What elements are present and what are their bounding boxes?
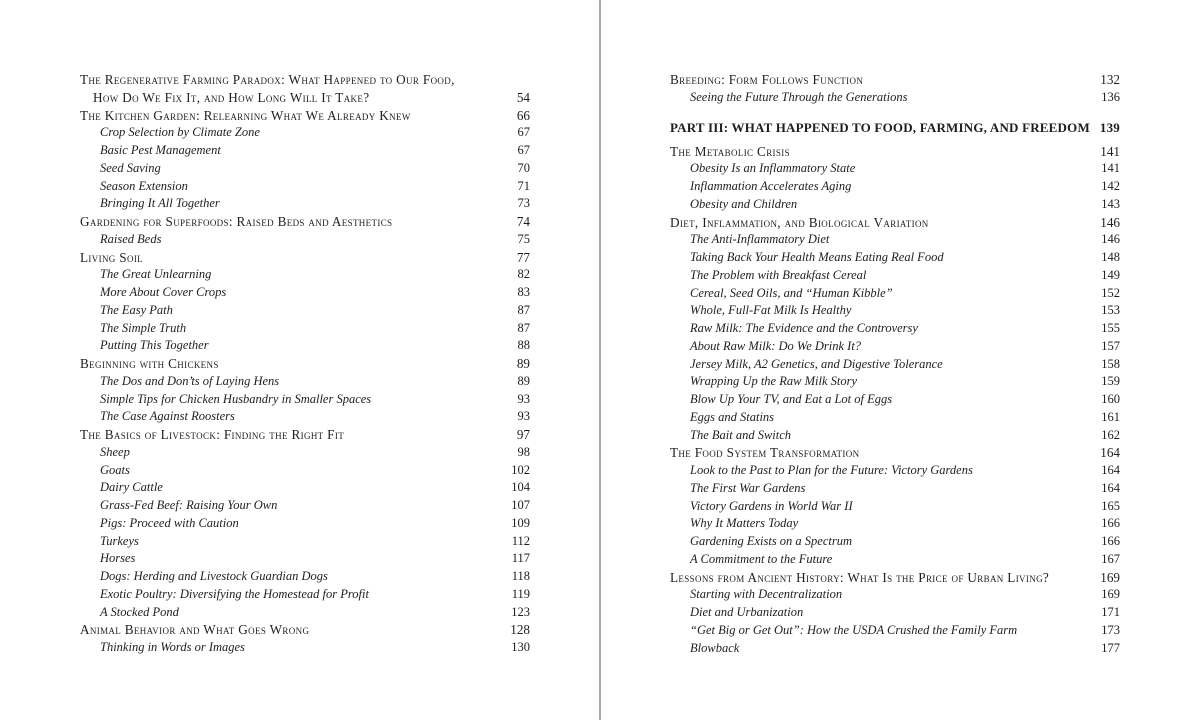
right-page: [601, 0, 1200, 720]
toc-entry-sub: [670, 249, 1120, 267]
toc-entry-sub: [670, 231, 1120, 249]
toc-entry-title: Breeding: Form Follows Function: [670, 72, 864, 87]
toc-entry-title: Obesity Is an Inflammatory State: [690, 161, 856, 176]
toc-entry-title: Diet, Inflammation, and Biological Variation: [670, 214, 929, 230]
toc-page-number: 160: [1101, 392, 1120, 406]
toc-page-number: 109: [511, 515, 530, 530]
toc-entry-title: Eggs and Statins: [690, 409, 775, 424]
toc-entry-title: Starting with Decentralization: [690, 587, 843, 602]
toc-page-number: 107: [511, 498, 530, 512]
toc-entry-sub: [670, 640, 1120, 658]
toc-entry-title: The First War Gardens: [690, 480, 806, 495]
toc-entry-sub: [80, 533, 530, 551]
toc-entry-title: Gardening for Superfoods: Raised Beds and Aesthetics: [80, 214, 393, 229]
toc-page-number: 155: [1101, 321, 1120, 335]
toc-page-number: 117: [511, 551, 530, 566]
toc-entry-title: Dogs: Herding and Livestock Guardian Dogs: [100, 569, 328, 583]
toc-list-right: [670, 71, 1120, 657]
toc-page-number: 82: [517, 267, 530, 282]
toc-entry-sub: [670, 462, 1120, 480]
toc-entry-chapter: [80, 71, 530, 89]
toc-entry-sub: [670, 320, 1120, 338]
toc-page-number: 164: [1101, 480, 1120, 495]
toc-page-number: 141: [1101, 161, 1120, 176]
toc-page-number: 166: [1101, 516, 1120, 531]
toc-entry-title: Diet and Urbanization: [690, 605, 804, 619]
toc-entry-title: “Get Big or Get Out”: How the USDA Crushed the Family Farm: [690, 622, 1018, 637]
toc-entry-sub: [80, 373, 530, 391]
toc-page-number: 102: [511, 462, 530, 477]
toc-page-number: 139: [1099, 119, 1120, 135]
toc-list-left: [80, 71, 530, 657]
toc-page-number: 54: [516, 89, 530, 105]
toc-entry-title: Gardening Exists on a Spectrum: [690, 534, 853, 548]
toc-entry-title: Why It Matters Today: [690, 516, 799, 531]
toc-entry-title: Turkeys: [100, 533, 139, 548]
left-page: [0, 0, 599, 720]
toc-entry-title: Crop Selection by Climate Zone: [100, 125, 260, 140]
toc-entry-title: Exotic Poultry: Diversifying the Homestead for Profit: [100, 586, 369, 601]
toc-entry-sub: [670, 604, 1120, 622]
toc-entry-sub: [670, 409, 1120, 427]
toc-entry-title: Thinking in Words or Images: [100, 640, 245, 654]
toc-page-number: 93: [517, 391, 530, 406]
toc-page-number: 171: [1101, 605, 1120, 619]
toc-entry-sub: [80, 568, 530, 586]
toc-page-number: 152: [1101, 285, 1120, 300]
toc-entry-title: Animal Behavior and What Goes Wrong: [80, 622, 310, 638]
toc-page-number: 157: [1101, 338, 1120, 353]
toc-entry-title: Dairy Cattle: [100, 480, 163, 495]
toc-entry-sub: [670, 356, 1120, 374]
toc-page-number: 87: [517, 320, 530, 335]
toc-entry-sub: [670, 586, 1120, 604]
toc-entry-sub: [670, 427, 1120, 445]
toc-entry-sub: [670, 285, 1120, 303]
toc-entry-chapter: [80, 621, 530, 639]
toc-entry-title: Seeing the Future Through the Generations: [690, 89, 908, 104]
toc-page-number: 123: [511, 604, 530, 619]
toc-entry-chapter: [80, 249, 530, 267]
toc-entry-sub: [80, 284, 530, 302]
toc-entry-sub: [80, 497, 530, 515]
toc-page-number: 83: [517, 285, 530, 299]
toc-entry-sub: [80, 124, 530, 142]
toc-page-number: 165: [1101, 498, 1120, 513]
toc-page-number: 146: [1100, 214, 1120, 230]
toc-entry-title: The Bait and Switch: [690, 427, 792, 442]
toc-entry-sub: [670, 373, 1120, 391]
toc-entry-sub: [80, 515, 530, 533]
toc-entry-title: The Regenerative Farming Paradox: What Happened to Our Food,: [80, 72, 455, 87]
toc-entry-sub: [80, 337, 530, 355]
toc-page-number: 118: [511, 569, 530, 583]
toc-page-number: 73: [517, 196, 530, 211]
toc-entry-title: Seed Saving: [100, 160, 161, 175]
toc-page-number: 98: [517, 444, 530, 459]
toc-entry-title: Inflammation Accelerates Aging: [690, 179, 852, 193]
toc-entry-sub: [80, 604, 530, 622]
toc-entry-title: A Stocked Pond: [100, 604, 179, 619]
toc-page-number: 87: [517, 302, 530, 317]
toc-page-number: 130: [511, 640, 530, 654]
toc-entry-title: Raised Beds: [100, 231, 162, 246]
toc-entry-sub: [670, 89, 1120, 107]
toc-entry-sub: [670, 515, 1120, 533]
toc-entry-title: The Anti-Inflammatory Diet: [690, 232, 830, 247]
toc-entry-title: The Metabolic Crisis: [670, 143, 790, 159]
toc-entry-chapter: [80, 426, 530, 444]
toc-page-number: 153: [1101, 303, 1120, 318]
toc-entry-sub: [80, 462, 530, 480]
toc-entry-title: Putting This Together: [100, 338, 209, 353]
toc-page-number: 97: [516, 427, 530, 442]
toc-entry-sub: [670, 196, 1120, 214]
toc-page-number: 88: [517, 338, 530, 353]
toc-entry-sub: [80, 479, 530, 497]
toc-page-number: 158: [1101, 356, 1120, 371]
toc-entry-title: Whole, Full-Fat Milk Is Healthy: [690, 303, 852, 318]
toc-entry-sub: [80, 320, 530, 338]
toc-page-number: 128: [510, 622, 530, 638]
toc-page-number: 74: [516, 214, 530, 229]
toc-entry-chapter: [670, 214, 1120, 232]
toc-page-number: 77: [516, 249, 530, 265]
toc-page-number: 93: [517, 409, 530, 424]
toc-entry-title: Lessons from Ancient History: What Is the Price of Urban Living?: [670, 569, 1050, 585]
toc-page-number: 164: [1101, 463, 1120, 477]
toc-entry-title: Horses: [100, 551, 136, 566]
toc-entry-title: Sheep: [100, 444, 130, 459]
toc-entry-title: Jersey Milk, A2 Genetics, and Digestive Tolerance: [690, 356, 943, 371]
toc-entry-sub: [80, 178, 530, 196]
toc-entry-title: Taking Back Your Health Means Eating Real Food: [690, 250, 944, 264]
toc-entry-title: Pigs: Proceed with Caution: [100, 515, 239, 530]
toc-page-number: 162: [1101, 427, 1120, 442]
toc-entry-sub: [80, 160, 530, 178]
toc-page-number: 67: [517, 125, 530, 140]
toc-page-number: 169: [1101, 587, 1120, 602]
toc-entry-sub: [80, 639, 530, 657]
toc-entry-sub: [670, 533, 1120, 551]
toc-entry-title: Cereal, Seed Oils, and “Human Kibble”: [690, 285, 893, 300]
toc-page-number: 66: [516, 107, 530, 123]
toc-page-number: 75: [517, 231, 530, 246]
toc-page-number: 177: [1101, 640, 1120, 655]
toc-entry-sub: [80, 302, 530, 320]
toc-entry-sub: [80, 586, 530, 604]
toc-page-number: 166: [1101, 534, 1120, 548]
toc-page-number: 89: [517, 373, 530, 388]
toc-entry-title: Obesity and Children: [690, 196, 798, 211]
toc-entry-sub: [670, 267, 1120, 285]
toc-entry-sub: [670, 622, 1120, 640]
toc-entry-sub: [670, 551, 1120, 569]
toc-entry-title: Wrapping Up the Raw Milk Story: [690, 374, 857, 389]
toc-entry-title: How Do We Fix It, and How Long Will It Take?: [93, 89, 370, 105]
toc-entry-title: Blow Up Your TV, and Eat a Lot of Eggs: [690, 392, 893, 406]
toc-entry-title: Simple Tips for Chicken Husbandry in Smaller Spaces: [100, 391, 372, 406]
toc-entry-sub: [670, 302, 1120, 320]
toc-entry-chapter: [670, 143, 1120, 161]
toc-entry-title: Victory Gardens in World War II: [690, 498, 853, 513]
toc-entry-sub: [670, 391, 1120, 409]
toc-entry-title: The Simple Truth: [100, 320, 187, 335]
toc-page-number: 173: [1101, 622, 1120, 637]
toc-entry-title: Look to the Past to Plan for the Future: Victory Gardens: [690, 463, 973, 477]
toc-entry-title: The Kitchen Garden: Relearning What We Already Knew: [80, 107, 411, 123]
toc-entry-sub: [80, 195, 530, 213]
toc-entry-sub: [670, 338, 1120, 356]
toc-entry-sub: [80, 391, 530, 409]
toc-entry-sub: [80, 408, 530, 426]
toc-entry-chapter: [80, 213, 530, 231]
toc-page-number: 70: [517, 160, 530, 175]
toc-page-number: 104: [511, 480, 530, 495]
toc-entry-title: About Raw Milk: Do We Drink It?: [690, 338, 862, 353]
toc-page-number: 119: [511, 586, 530, 601]
toc-entry-title: A Commitment to the Future: [690, 551, 833, 566]
toc-entry-sub: [670, 480, 1120, 498]
toc-entry-title: Blowback: [690, 640, 740, 655]
toc-entry-title: PART III: WHAT HAPPENED TO FOOD, FARMING, AND FREEDOM: [670, 119, 1090, 135]
toc-entry-chapter: [670, 71, 1120, 89]
toc-page-number: 141: [1100, 143, 1120, 159]
toc-page-number: 132: [1100, 72, 1120, 87]
toc-entry-title: The Great Unlearning: [100, 267, 212, 282]
toc-entry-sub: [670, 498, 1120, 516]
toc-entry-title: Bringing It All Together: [100, 196, 220, 211]
toc-entry-sub: [80, 266, 530, 284]
toc-entry-sub: [80, 444, 530, 462]
toc-page-number: 159: [1101, 374, 1120, 389]
toc-entry-chapter: [670, 569, 1120, 587]
toc-page-number: 112: [511, 533, 530, 548]
toc-entry-title: The Food System Transformation: [670, 445, 860, 461]
toc-entry-title: Living Soil: [80, 249, 144, 265]
toc-entry-sub: [80, 550, 530, 568]
toc-entry-title: The Case Against Roosters: [100, 409, 235, 424]
toc-entry-sub: [80, 231, 530, 249]
toc-entry-title: Grass-Fed Beef: Raising Your Own: [100, 498, 278, 512]
toc-entry-title: The Easy Path: [100, 302, 173, 317]
toc-entry-part: [670, 107, 1120, 143]
toc-entry-title: More About Cover Crops: [100, 285, 227, 299]
toc-entry-title: Beginning with Chickens: [80, 356, 219, 371]
toc-page-number: 148: [1101, 250, 1120, 264]
toc-page-number: 143: [1101, 196, 1120, 211]
toc-entry-title: The Basics of Livestock: Finding the Right Fit: [80, 427, 345, 442]
toc-entry-title: The Dos and Don’ts of Laying Hens: [100, 373, 280, 388]
toc-entry-sub: [80, 142, 530, 160]
toc-page-number: 146: [1101, 232, 1120, 247]
toc-page-number: 142: [1101, 179, 1120, 193]
toc-page-number: 136: [1101, 89, 1120, 104]
toc-entry-title: Basic Pest Management: [100, 143, 221, 157]
toc-entry-title: Goats: [100, 462, 130, 477]
toc-entry-title: Season Extension: [100, 178, 188, 193]
toc-entry-sub: [670, 160, 1120, 178]
toc-page-number: 164: [1100, 445, 1120, 461]
toc-entry-title: Raw Milk: The Evidence and the Controversy: [690, 321, 918, 335]
toc-entry-chapter: [80, 355, 530, 373]
toc-page-number: 67: [517, 143, 530, 157]
toc-entry-title: The Problem with Breakfast Cereal: [690, 267, 867, 282]
toc-entry-chapter: [80, 107, 530, 125]
toc-page-number: 149: [1101, 267, 1120, 282]
toc-page-number: 89: [516, 356, 530, 371]
toc-entry-chapter: [670, 444, 1120, 462]
toc-page-number: 167: [1101, 551, 1120, 566]
toc-entry-sub: [670, 178, 1120, 196]
toc-page-number: 169: [1100, 569, 1120, 585]
toc-page-number: 71: [517, 178, 530, 193]
toc-page-number: 161: [1101, 409, 1120, 424]
toc-entry-cont: [80, 89, 530, 107]
